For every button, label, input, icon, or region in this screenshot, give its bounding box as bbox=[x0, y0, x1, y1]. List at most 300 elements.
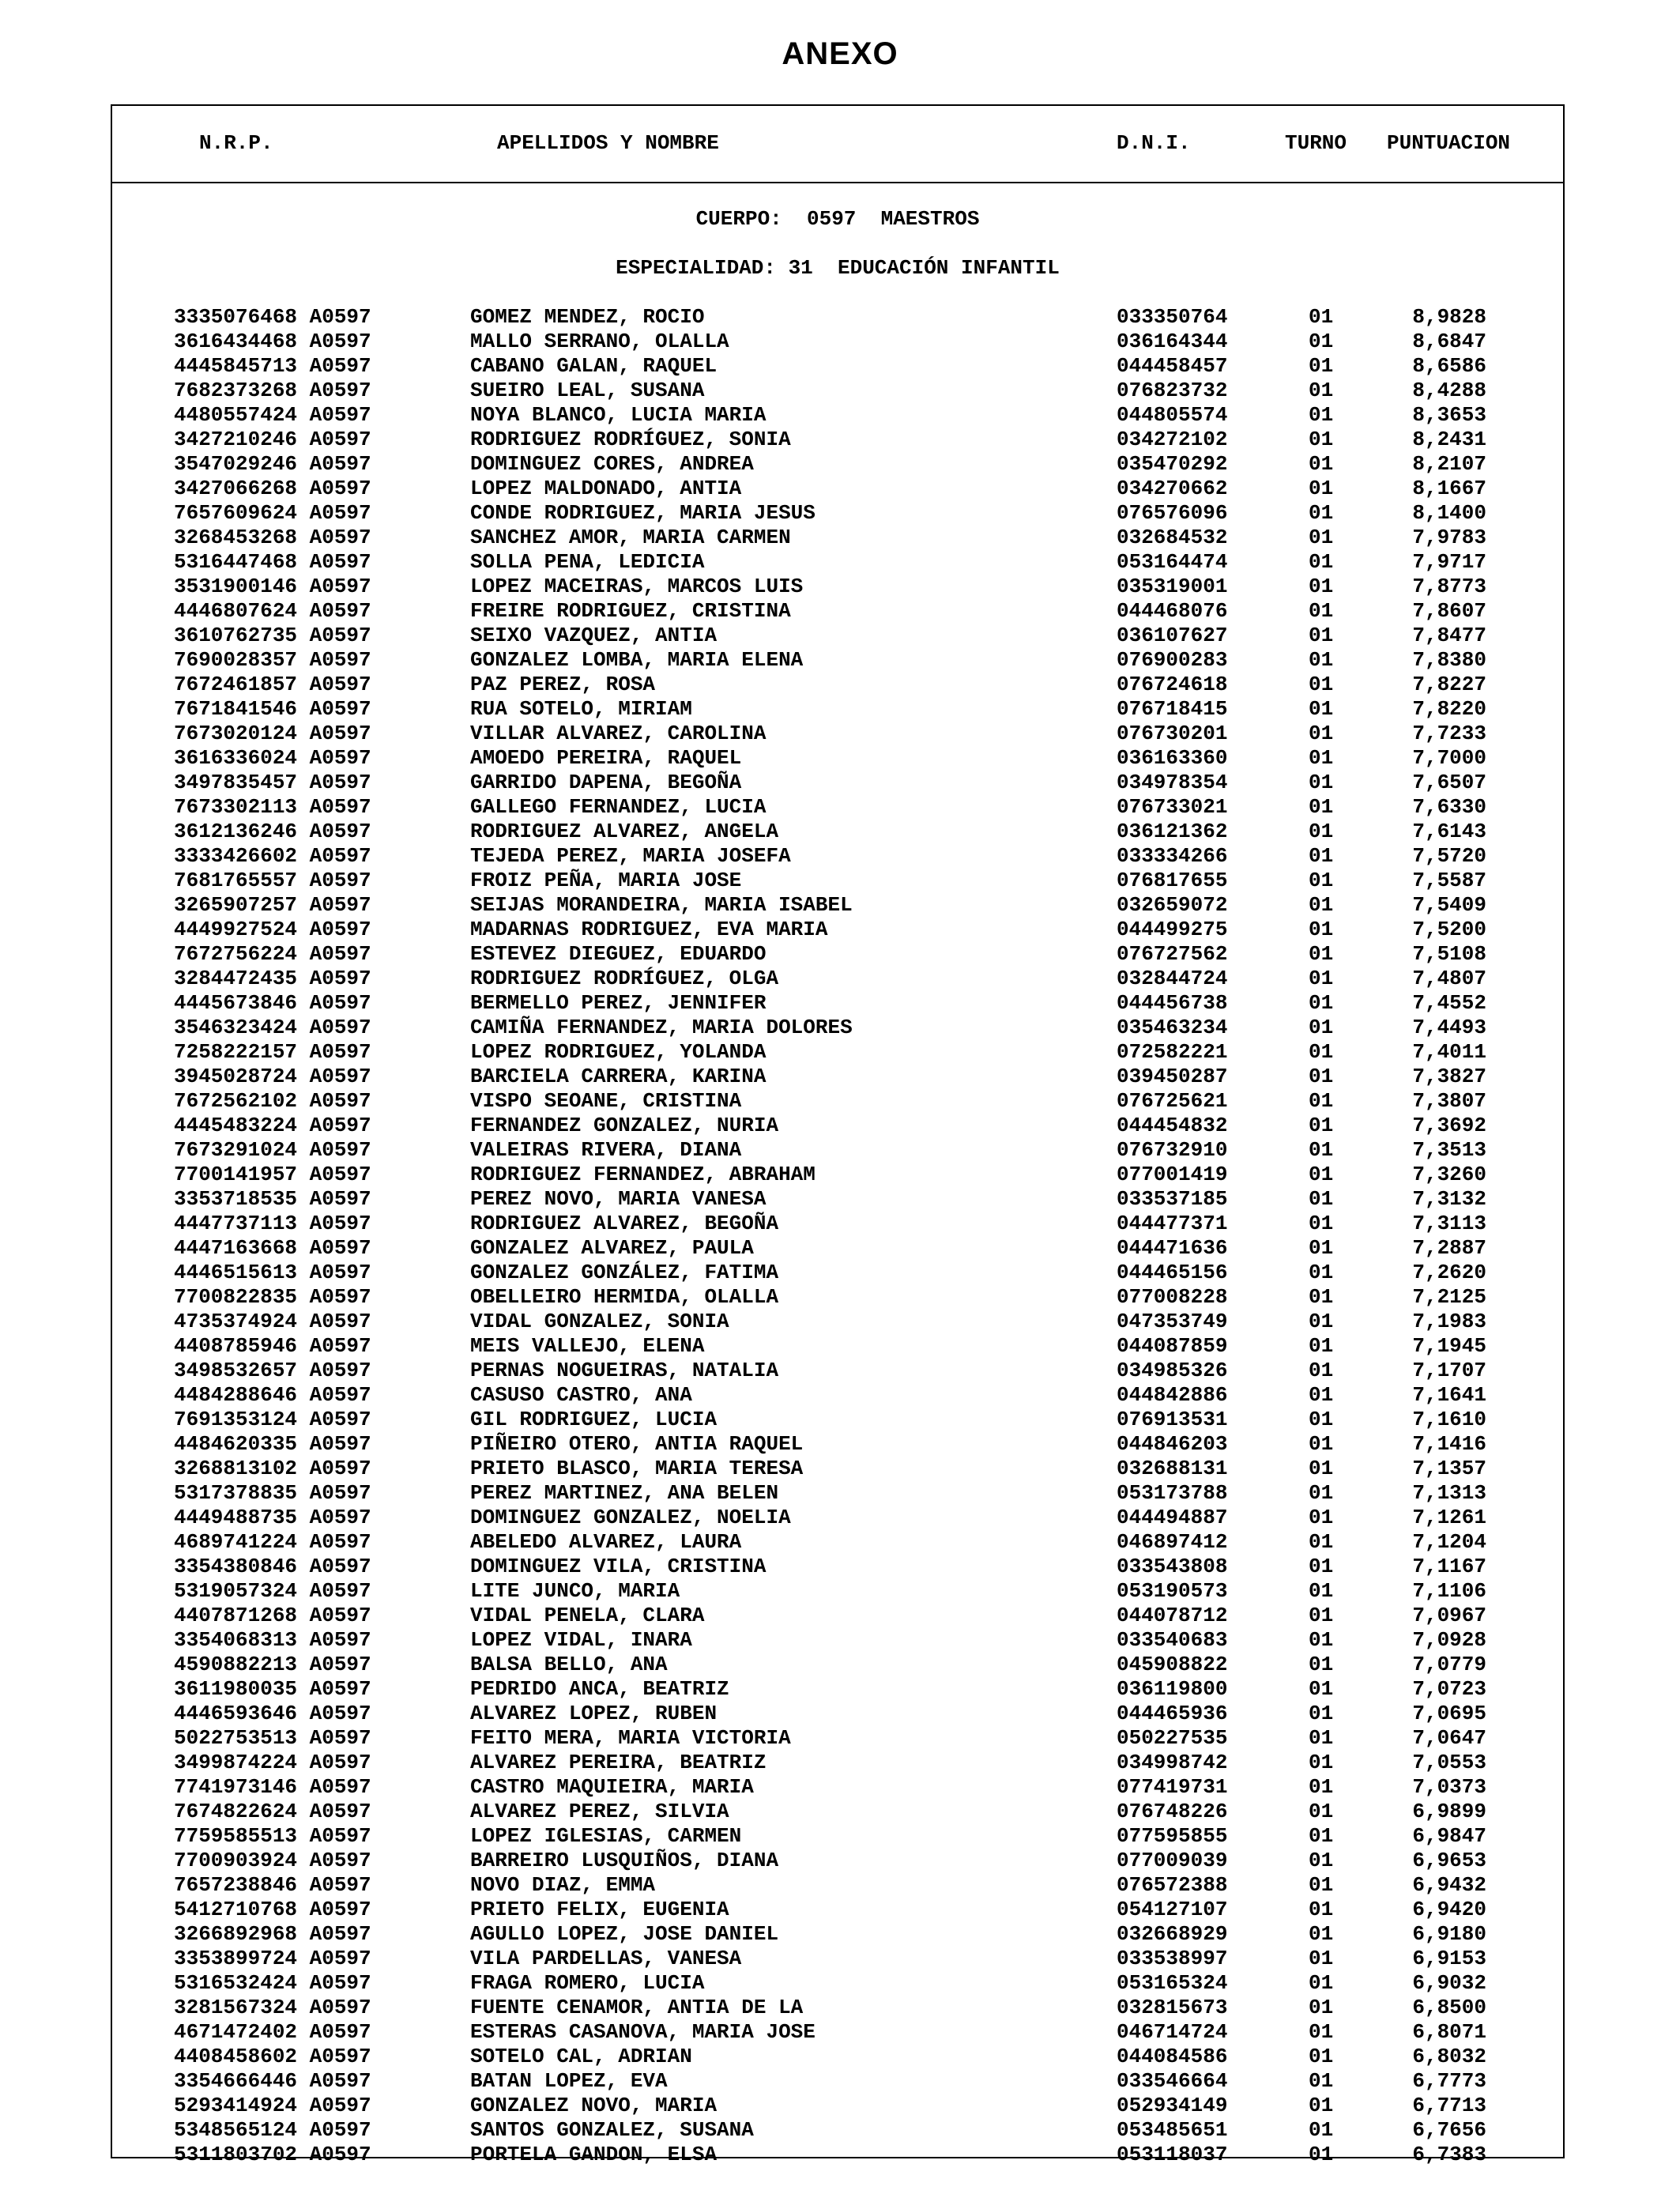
table-row bbox=[112, 746, 1563, 771]
cell-nrp: 3497835457 A0597 bbox=[174, 771, 371, 794]
table-row bbox=[112, 722, 1563, 746]
cell-turno: 01 bbox=[1309, 1432, 1334, 1456]
cell-name: PERNAS NOGUEIRAS, NATALIA bbox=[470, 1359, 779, 1382]
cell-dni: 044454832 bbox=[1117, 1114, 1228, 1137]
cell-turno: 01 bbox=[1309, 526, 1334, 549]
table-row bbox=[112, 2118, 1563, 2143]
table-row bbox=[112, 1114, 1563, 1138]
cell-puntuacion: 7,3807 bbox=[1412, 1089, 1486, 1113]
cell-name: PORTELA GANDON, ELSA bbox=[470, 2143, 718, 2166]
cell-puntuacion: 7,5720 bbox=[1412, 844, 1486, 868]
cell-dni: 076748226 bbox=[1117, 1800, 1228, 1823]
cell-name: ABELEDO ALVAREZ, LAURA bbox=[470, 1530, 742, 1554]
cell-puntuacion: 7,5409 bbox=[1412, 893, 1486, 917]
page-title: ANEXO bbox=[782, 36, 898, 71]
cell-dni: 035463234 bbox=[1117, 1016, 1228, 1039]
cell-turno: 01 bbox=[1309, 648, 1334, 672]
cell-puntuacion: 8,4288 bbox=[1412, 379, 1486, 402]
cell-nrp: 4446807624 A0597 bbox=[174, 599, 371, 623]
cell-nrp: 3612136246 A0597 bbox=[174, 820, 371, 843]
cell-puntuacion: 7,5587 bbox=[1412, 869, 1486, 892]
cell-nrp: 7690028357 A0597 bbox=[174, 648, 371, 672]
cell-dni: 046897412 bbox=[1117, 1530, 1228, 1554]
cell-name: CONDE RODRIGUEZ, MARIA JESUS bbox=[470, 501, 816, 525]
cell-puntuacion: 7,2125 bbox=[1412, 1285, 1486, 1309]
cell-name: FREIRE RODRIGUEZ, CRISTINA bbox=[470, 599, 791, 623]
especialidad-heading: ESPECIALIDAD: 31 EDUCACIÓN INFANTIL bbox=[616, 256, 1060, 280]
cell-nrp: 3333426602 A0597 bbox=[174, 844, 371, 868]
cell-puntuacion: 6,8071 bbox=[1412, 2020, 1486, 2044]
cell-puntuacion: 7,0553 bbox=[1412, 1751, 1486, 1774]
cell-dni: 046714724 bbox=[1117, 2020, 1228, 2044]
cell-turno: 01 bbox=[1309, 403, 1334, 427]
cell-puntuacion: 8,3653 bbox=[1412, 403, 1486, 427]
cell-nrp: 5348565124 A0597 bbox=[174, 2118, 371, 2142]
cell-dni: 032684532 bbox=[1117, 526, 1228, 549]
table-body bbox=[112, 305, 1563, 2167]
table-row bbox=[112, 1898, 1563, 1922]
cell-turno: 01 bbox=[1309, 1579, 1334, 1603]
cell-nrp: 4735374924 A0597 bbox=[174, 1310, 371, 1333]
cell-nrp: 5319057324 A0597 bbox=[174, 1579, 371, 1603]
table-row bbox=[112, 697, 1563, 722]
cell-turno: 01 bbox=[1309, 1163, 1334, 1186]
cell-puntuacion: 6,9432 bbox=[1412, 1873, 1486, 1897]
cell-puntuacion: 7,1945 bbox=[1412, 1334, 1486, 1358]
table-row bbox=[112, 1849, 1563, 1873]
cell-puntuacion: 7,1641 bbox=[1412, 1383, 1486, 1407]
cell-nrp: 3945028724 A0597 bbox=[174, 1065, 371, 1088]
table-row bbox=[112, 1873, 1563, 1898]
cell-turno: 01 bbox=[1309, 1506, 1334, 1529]
cell-turno: 01 bbox=[1309, 918, 1334, 941]
cell-name: MADARNAS RODRIGUEZ, EVA MARIA bbox=[470, 918, 828, 941]
cell-dni: 077009039 bbox=[1117, 1849, 1228, 1872]
cell-nrp: 5022753513 A0597 bbox=[174, 1726, 371, 1750]
cell-dni: 076913531 bbox=[1117, 1408, 1228, 1431]
cell-name: LOPEZ RODRIGUEZ, YOLANDA bbox=[470, 1040, 767, 1064]
cell-nrp: 7673291024 A0597 bbox=[174, 1138, 371, 1162]
table-row bbox=[112, 1751, 1563, 1775]
cell-puntuacion: 7,2887 bbox=[1412, 1236, 1486, 1260]
cell-nrp: 3265907257 A0597 bbox=[174, 893, 371, 917]
cell-turno: 01 bbox=[1309, 1212, 1334, 1235]
cell-nrp: 4446515613 A0597 bbox=[174, 1261, 371, 1284]
cell-dni: 044078712 bbox=[1117, 1604, 1228, 1627]
cell-name: ALVAREZ PEREIRA, BEATRIZ bbox=[470, 1751, 767, 1774]
cell-nrp: 4445673846 A0597 bbox=[174, 991, 371, 1015]
table-row bbox=[112, 1775, 1563, 1800]
cell-turno: 01 bbox=[1309, 1898, 1334, 1921]
cell-name: RODRIGUEZ FERNANDEZ, ABRAHAM bbox=[470, 1163, 816, 1186]
table-row bbox=[112, 1310, 1563, 1334]
cell-puntuacion: 7,0928 bbox=[1412, 1628, 1486, 1652]
cell-turno: 01 bbox=[1309, 1261, 1334, 1284]
table-row bbox=[112, 550, 1563, 575]
cell-turno: 01 bbox=[1309, 1947, 1334, 1970]
cell-puntuacion: 8,2107 bbox=[1412, 452, 1486, 476]
results-table bbox=[111, 104, 1565, 2166]
cell-name: BERMELLO PEREZ, JENNIFER bbox=[470, 991, 767, 1015]
cell-puntuacion: 7,1261 bbox=[1412, 1506, 1486, 1529]
table-row bbox=[112, 599, 1563, 624]
cell-name: VALEIRAS RIVERA, DIANA bbox=[470, 1138, 742, 1162]
cell-nrp: 7681765557 A0597 bbox=[174, 869, 371, 892]
cell-name: OBELLEIRO HERMIDA, OLALLA bbox=[470, 1285, 779, 1309]
cell-nrp: 5316532424 A0597 bbox=[174, 1971, 371, 1995]
cell-name: NOVO DIAZ, EMMA bbox=[470, 1873, 656, 1897]
cell-puntuacion: 7,4493 bbox=[1412, 1016, 1486, 1039]
cell-dni: 076733021 bbox=[1117, 795, 1228, 819]
cell-turno: 01 bbox=[1309, 1849, 1334, 1872]
cell-dni: 076725621 bbox=[1117, 1089, 1228, 1113]
cell-dni: 044468076 bbox=[1117, 599, 1228, 623]
cell-dni: 044456738 bbox=[1117, 991, 1228, 1015]
cell-turno: 01 bbox=[1309, 1996, 1334, 2019]
table-row bbox=[112, 2069, 1563, 2094]
cell-nrp: 4445483224 A0597 bbox=[174, 1114, 371, 1137]
cell-name: GIL RODRIGUEZ, LUCIA bbox=[470, 1408, 718, 1431]
cell-nrp: 7691353124 A0597 bbox=[174, 1408, 371, 1431]
cell-dni: 034272102 bbox=[1117, 428, 1228, 451]
cell-nrp: 3353899724 A0597 bbox=[174, 1947, 371, 1970]
cell-nrp: 3354068313 A0597 bbox=[174, 1628, 371, 1652]
cell-turno: 01 bbox=[1309, 1628, 1334, 1652]
cell-puntuacion: 6,7773 bbox=[1412, 2069, 1486, 2093]
cell-name: MALLO SERRANO, OLALLA bbox=[470, 330, 729, 353]
cell-name: NOYA BLANCO, LUCIA MARIA bbox=[470, 403, 767, 427]
cell-nrp: 7672461857 A0597 bbox=[174, 673, 371, 696]
cell-puntuacion: 7,0695 bbox=[1412, 1702, 1486, 1725]
cell-puntuacion: 7,9783 bbox=[1412, 526, 1486, 549]
cell-turno: 01 bbox=[1309, 330, 1334, 353]
cell-name: FUENTE CENAMOR, ANTIA DE LA bbox=[470, 1996, 804, 2019]
cell-puntuacion: 7,2620 bbox=[1412, 1261, 1486, 1284]
cell-turno: 01 bbox=[1309, 452, 1334, 476]
table-row bbox=[112, 1016, 1563, 1040]
cell-nrp: 7700141957 A0597 bbox=[174, 1163, 371, 1186]
table-row bbox=[112, 2143, 1563, 2167]
cell-turno: 01 bbox=[1309, 624, 1334, 647]
cell-name: VILA PARDELLAS, VANESA bbox=[470, 1947, 742, 1970]
cell-puntuacion: 8,1667 bbox=[1412, 477, 1486, 500]
table-row bbox=[112, 1383, 1563, 1408]
cell-dni: 053190573 bbox=[1117, 1579, 1228, 1603]
cell-puntuacion: 6,7656 bbox=[1412, 2118, 1486, 2142]
cell-nrp: 7673302113 A0597 bbox=[174, 795, 371, 819]
cell-dni: 039450287 bbox=[1117, 1065, 1228, 1088]
cell-name: RODRIGUEZ ALVAREZ, BEGOÑA bbox=[470, 1212, 779, 1235]
cell-puntuacion: 7,1983 bbox=[1412, 1310, 1486, 1333]
cell-turno: 01 bbox=[1309, 354, 1334, 378]
cell-turno: 01 bbox=[1309, 1040, 1334, 1064]
header-puntuacion: PUNTUACION bbox=[1387, 131, 1511, 155]
cell-name: ESTERAS CASANOVA, MARIA JOSE bbox=[470, 2020, 816, 2044]
cell-puntuacion: 7,0779 bbox=[1412, 1653, 1486, 1676]
cell-turno: 01 bbox=[1309, 2069, 1334, 2093]
table-row bbox=[112, 1702, 1563, 1726]
cell-name: FROIZ PEÑA, MARIA JOSE bbox=[470, 869, 742, 892]
cell-dni: 034985326 bbox=[1117, 1359, 1228, 1382]
cell-turno: 01 bbox=[1309, 501, 1334, 525]
cell-dni: 035319001 bbox=[1117, 575, 1228, 598]
cell-nrp: 3284472435 A0597 bbox=[174, 967, 371, 990]
cell-dni: 076823732 bbox=[1117, 379, 1228, 402]
cell-nrp: 5317378835 A0597 bbox=[174, 1481, 371, 1505]
cell-turno: 01 bbox=[1309, 379, 1334, 402]
cell-turno: 01 bbox=[1309, 1138, 1334, 1162]
table-row bbox=[112, 967, 1563, 991]
cell-nrp: 4408458602 A0597 bbox=[174, 2045, 371, 2068]
cell-turno: 01 bbox=[1309, 1751, 1334, 1774]
cell-turno: 01 bbox=[1309, 305, 1334, 329]
cell-name: LOPEZ VIDAL, INARA bbox=[470, 1628, 692, 1652]
cuerpo-heading: CUERPO: 0597 MAESTROS bbox=[695, 207, 980, 231]
cell-dni: 053485651 bbox=[1117, 2118, 1228, 2142]
cell-dni: 044805574 bbox=[1117, 403, 1228, 427]
cell-turno: 01 bbox=[1309, 2143, 1334, 2166]
cell-name: CABANO GALAN, RAQUEL bbox=[470, 354, 718, 378]
cell-nrp: 4449488735 A0597 bbox=[174, 1506, 371, 1529]
cell-nrp: 4408785946 A0597 bbox=[174, 1334, 371, 1358]
cell-puntuacion: 7,8380 bbox=[1412, 648, 1486, 672]
header-turno: TURNO bbox=[1285, 131, 1347, 155]
cell-nrp: 4449927524 A0597 bbox=[174, 918, 371, 941]
cell-turno: 01 bbox=[1309, 1677, 1334, 1701]
cell-turno: 01 bbox=[1309, 1334, 1334, 1358]
cell-name: GONZALEZ ALVAREZ, PAULA bbox=[470, 1236, 754, 1260]
cell-dni: 044458457 bbox=[1117, 354, 1228, 378]
cell-dni: 032668929 bbox=[1117, 1922, 1228, 1946]
cell-nrp: 3354666446 A0597 bbox=[174, 2069, 371, 2093]
cell-puntuacion: 7,4552 bbox=[1412, 991, 1486, 1015]
cell-turno: 01 bbox=[1309, 1824, 1334, 1848]
cell-name: FRAGA ROMERO, LUCIA bbox=[470, 1971, 705, 1995]
cell-dni: 044465156 bbox=[1117, 1261, 1228, 1284]
cell-nrp: 3281567324 A0597 bbox=[174, 1996, 371, 2019]
cell-turno: 01 bbox=[1309, 550, 1334, 574]
table-row bbox=[112, 1530, 1563, 1555]
cell-turno: 01 bbox=[1309, 2045, 1334, 2068]
cell-turno: 01 bbox=[1309, 1873, 1334, 1897]
table-row bbox=[112, 624, 1563, 648]
cell-puntuacion: 7,1357 bbox=[1412, 1457, 1486, 1480]
cell-puntuacion: 6,9032 bbox=[1412, 1971, 1486, 1995]
cell-nrp: 3427066268 A0597 bbox=[174, 477, 371, 500]
table-row bbox=[112, 893, 1563, 918]
cell-puntuacion: 7,3513 bbox=[1412, 1138, 1486, 1162]
table-row bbox=[112, 1922, 1563, 1947]
cell-turno: 01 bbox=[1309, 477, 1334, 500]
cell-turno: 01 bbox=[1309, 1236, 1334, 1260]
cell-turno: 01 bbox=[1309, 1408, 1334, 1431]
cell-puntuacion: 7,1610 bbox=[1412, 1408, 1486, 1431]
cell-puntuacion: 7,7233 bbox=[1412, 722, 1486, 745]
cell-dni: 044465936 bbox=[1117, 1702, 1228, 1725]
cell-dni: 045908822 bbox=[1117, 1653, 1228, 1676]
cell-dni: 044499275 bbox=[1117, 918, 1228, 941]
cell-nrp: 7682373268 A0597 bbox=[174, 379, 371, 402]
cell-name: VISPO SEOANE, CRISTINA bbox=[470, 1089, 742, 1113]
table-row bbox=[112, 2045, 1563, 2069]
cell-turno: 01 bbox=[1309, 967, 1334, 990]
table-row bbox=[112, 1065, 1563, 1089]
table-row bbox=[112, 1555, 1563, 1579]
cell-name: SANCHEZ AMOR, MARIA CARMEN bbox=[470, 526, 791, 549]
table-row bbox=[112, 1285, 1563, 1310]
cell-dni: 036119800 bbox=[1117, 1677, 1228, 1701]
cell-turno: 01 bbox=[1309, 1726, 1334, 1750]
table-row bbox=[112, 1236, 1563, 1261]
table-row bbox=[112, 575, 1563, 599]
cell-turno: 01 bbox=[1309, 1310, 1334, 1333]
cell-turno: 01 bbox=[1309, 942, 1334, 966]
table-row bbox=[112, 1212, 1563, 1236]
cell-name: BARCIELA CARRERA, KARINA bbox=[470, 1065, 767, 1088]
cell-dni: 044494887 bbox=[1117, 1506, 1228, 1529]
cell-dni: 044471636 bbox=[1117, 1236, 1228, 1260]
table-row bbox=[112, 526, 1563, 550]
cell-turno: 01 bbox=[1309, 991, 1334, 1015]
table-row bbox=[112, 1996, 1563, 2020]
cell-turno: 01 bbox=[1309, 1800, 1334, 1823]
cell-turno: 01 bbox=[1309, 1775, 1334, 1799]
cell-dni: 032815673 bbox=[1117, 1996, 1228, 2019]
cell-nrp: 5316447468 A0597 bbox=[174, 550, 371, 574]
cell-nrp: 7674822624 A0597 bbox=[174, 1800, 371, 1823]
table-row bbox=[112, 2020, 1563, 2045]
cell-nrp: 3268813102 A0597 bbox=[174, 1457, 371, 1480]
cell-nrp: 7700903924 A0597 bbox=[174, 1849, 371, 1872]
cell-nrp: 3499874224 A0597 bbox=[174, 1751, 371, 1774]
cell-turno: 01 bbox=[1309, 1971, 1334, 1995]
cell-turno: 01 bbox=[1309, 1653, 1334, 1676]
cell-name: PRIETO BLASCO, MARIA TERESA bbox=[470, 1457, 804, 1480]
cell-puntuacion: 6,9847 bbox=[1412, 1824, 1486, 1848]
cell-nrp: 5412710768 A0597 bbox=[174, 1898, 371, 1921]
table-row bbox=[112, 1261, 1563, 1285]
cell-puntuacion: 6,9420 bbox=[1412, 1898, 1486, 1921]
cell-name: PIÑEIRO OTERO, ANTIA RAQUEL bbox=[470, 1432, 804, 1456]
cell-dni: 077419731 bbox=[1117, 1775, 1228, 1799]
cell-name: AMOEDO PEREIRA, RAQUEL bbox=[470, 746, 742, 770]
cell-nrp: 3610762735 A0597 bbox=[174, 624, 371, 647]
cell-nrp: 4480557424 A0597 bbox=[174, 403, 371, 427]
cell-name: GONZALEZ NOVO, MARIA bbox=[470, 2094, 718, 2117]
cell-name: SOTELO CAL, ADRIAN bbox=[470, 2045, 692, 2068]
cell-name: ESTEVEZ DIEGUEZ, EDUARDO bbox=[470, 942, 767, 966]
table-row bbox=[112, 2094, 1563, 2118]
cell-name: GARRIDO DAPENA, BEGOÑA bbox=[470, 771, 742, 794]
table-row bbox=[112, 452, 1563, 477]
cell-name: TEJEDA PEREZ, MARIA JOSEFA bbox=[470, 844, 791, 868]
cell-nrp: 7657609624 A0597 bbox=[174, 501, 371, 525]
table-row bbox=[112, 820, 1563, 844]
cell-nrp: 3498532657 A0597 bbox=[174, 1359, 371, 1382]
cell-puntuacion: 6,9180 bbox=[1412, 1922, 1486, 1946]
table-row bbox=[112, 1506, 1563, 1530]
cell-turno: 01 bbox=[1309, 599, 1334, 623]
cell-puntuacion: 7,6507 bbox=[1412, 771, 1486, 794]
cell-turno: 01 bbox=[1309, 1555, 1334, 1578]
cell-name: CAMIÑA FERNANDEZ, MARIA DOLORES bbox=[470, 1016, 853, 1039]
cell-name: GALLEGO FERNANDEZ, LUCIA bbox=[470, 795, 767, 819]
cell-dni: 044084586 bbox=[1117, 2045, 1228, 2068]
cell-name: GONZALEZ GONZÁLEZ, FATIMA bbox=[470, 1261, 779, 1284]
cell-puntuacion: 7,5200 bbox=[1412, 918, 1486, 941]
cell-dni: 035470292 bbox=[1117, 452, 1228, 476]
cell-turno: 01 bbox=[1309, 1530, 1334, 1554]
cell-nrp: 7759585513 A0597 bbox=[174, 1824, 371, 1848]
cell-nrp: 4407871268 A0597 bbox=[174, 1604, 371, 1627]
cell-puntuacion: 7,8477 bbox=[1412, 624, 1486, 647]
cell-puntuacion: 7,1313 bbox=[1412, 1481, 1486, 1505]
cell-puntuacion: 7,3132 bbox=[1412, 1187, 1486, 1211]
cell-turno: 01 bbox=[1309, 428, 1334, 451]
cell-dni: 034998742 bbox=[1117, 1751, 1228, 1774]
table-row bbox=[112, 844, 1563, 869]
cell-puntuacion: 7,3827 bbox=[1412, 1065, 1486, 1088]
cell-puntuacion: 7,1167 bbox=[1412, 1555, 1486, 1578]
cell-puntuacion: 7,5108 bbox=[1412, 942, 1486, 966]
cell-puntuacion: 8,9828 bbox=[1412, 305, 1486, 329]
table-row bbox=[112, 1040, 1563, 1065]
cell-dni: 044842886 bbox=[1117, 1383, 1228, 1407]
cell-name: RODRIGUEZ RODRÍGUEZ, SONIA bbox=[470, 428, 791, 451]
table-row bbox=[112, 991, 1563, 1016]
cell-turno: 01 bbox=[1309, 1383, 1334, 1407]
table-row bbox=[112, 1163, 1563, 1187]
cell-nrp: 3268453268 A0597 bbox=[174, 526, 371, 549]
cell-name: AGULLO LOPEZ, JOSE DANIEL bbox=[470, 1922, 779, 1946]
table-row bbox=[112, 1408, 1563, 1432]
cell-name: LOPEZ MACEIRAS, MARCOS LUIS bbox=[470, 575, 804, 598]
cell-dni: 033350764 bbox=[1117, 305, 1228, 329]
cell-nrp: 5293414924 A0597 bbox=[174, 2094, 371, 2117]
cell-dni: 032688131 bbox=[1117, 1457, 1228, 1480]
cell-nrp: 3353718535 A0597 bbox=[174, 1187, 371, 1211]
cell-nrp: 4484288646 A0597 bbox=[174, 1383, 371, 1407]
cell-turno: 01 bbox=[1309, 844, 1334, 868]
cell-puntuacion: 8,1400 bbox=[1412, 501, 1486, 525]
cell-dni: 036163360 bbox=[1117, 746, 1228, 770]
cell-name: RUA SOTELO, MIRIAM bbox=[470, 697, 692, 721]
cell-puntuacion: 8,6847 bbox=[1412, 330, 1486, 353]
cell-puntuacion: 7,4011 bbox=[1412, 1040, 1486, 1064]
cell-nrp: 7673020124 A0597 bbox=[174, 722, 371, 745]
cell-name: PEDRIDO ANCA, BEATRIZ bbox=[470, 1677, 729, 1701]
cell-dni: 077008228 bbox=[1117, 1285, 1228, 1309]
cell-dni: 076572388 bbox=[1117, 1873, 1228, 1897]
cell-turno: 01 bbox=[1309, 1089, 1334, 1113]
cell-puntuacion: 7,8227 bbox=[1412, 673, 1486, 696]
cell-nrp: 3266892968 A0597 bbox=[174, 1922, 371, 1946]
cell-name: LOPEZ IGLESIAS, CARMEN bbox=[470, 1824, 742, 1848]
table-row bbox=[112, 1628, 1563, 1653]
cell-nrp: 7672562102 A0597 bbox=[174, 1089, 371, 1113]
cell-puntuacion: 7,0967 bbox=[1412, 1604, 1486, 1627]
cell-name: SUEIRO LEAL, SUSANA bbox=[470, 379, 705, 402]
cell-name: RODRIGUEZ RODRÍGUEZ, OLGA bbox=[470, 967, 779, 990]
cell-dni: 076576096 bbox=[1117, 501, 1228, 525]
cell-name: LOPEZ MALDONADO, ANTIA bbox=[470, 477, 742, 500]
cell-name: PAZ PEREZ, ROSA bbox=[470, 673, 656, 696]
cell-dni: 076730201 bbox=[1117, 722, 1228, 745]
cell-name: GOMEZ MENDEZ, ROCIO bbox=[470, 305, 705, 329]
table-row bbox=[112, 795, 1563, 820]
cell-dni: 033543808 bbox=[1117, 1555, 1228, 1578]
table-row bbox=[112, 1947, 1563, 1971]
